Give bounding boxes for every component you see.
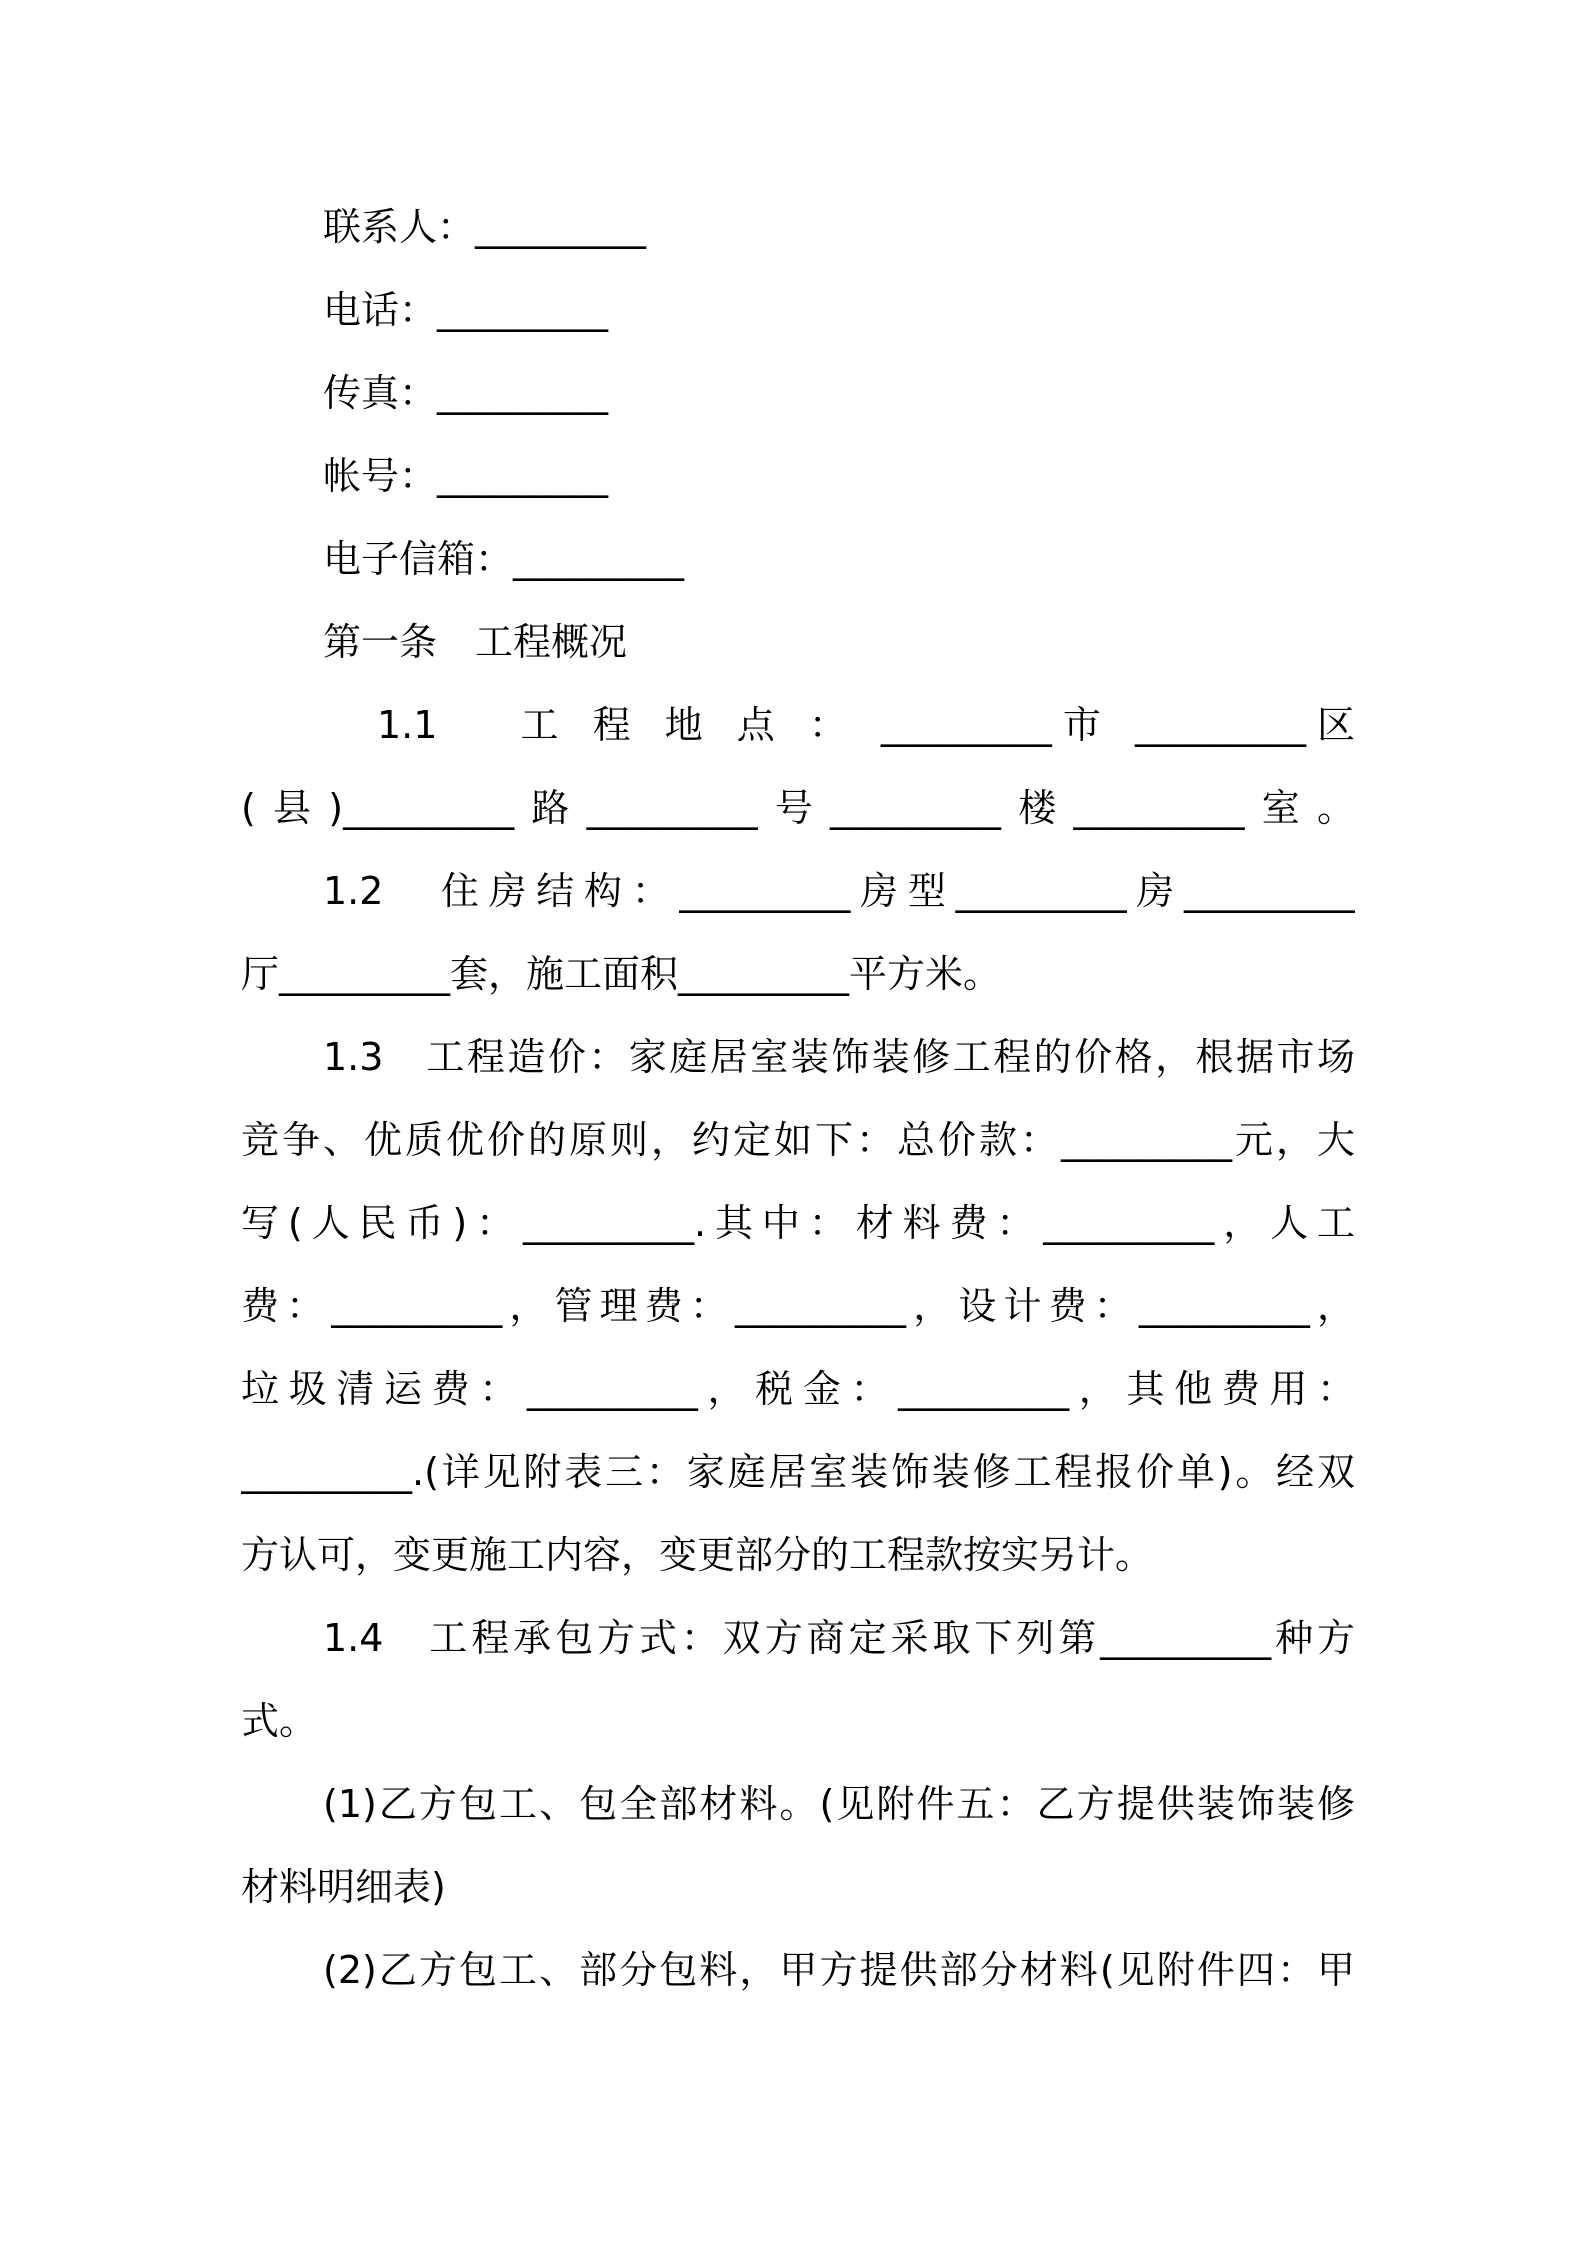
clause-1-1-line-1: 1.1 工 程 地 点 ： _________市 _________区	[377, 703, 1355, 747]
account-line: 帐号：_________	[323, 454, 609, 498]
clause-1-3-line-1: 1.3 工程造价：家庭居室装饰装修工程的价格，根据市场	[323, 1035, 1355, 1079]
option-1-line-1: (1)乙方包工、包全部材料。(见附件五：乙方提供装饰装修	[323, 1782, 1355, 1826]
article-one-heading: 第一条 工程概况	[323, 620, 628, 664]
contact-person-line: 联系人：_________	[323, 205, 647, 249]
fax-line: 传真：_________	[323, 371, 609, 415]
option-1-line-2: 材料明细表)	[241, 1865, 446, 1909]
clause-1-2-line-1: 1.2 住房结构：_________房型_________房_________	[323, 869, 1355, 913]
clause-1-3-line-3: 写(人民币)：_________.其中：材料费：_________，人工	[241, 1201, 1355, 1245]
email-line: 电子信箱：_________	[323, 537, 685, 581]
clause-1-3-line-5: 垃圾清运费：_________，税金：_________，其他费用：	[241, 1367, 1355, 1411]
clause-1-3-line-6: _________.(详见附表三：家庭居室装饰装修工程报价单)。经双	[241, 1450, 1355, 1494]
clause-1-3-line-4: 费：_________，管理费：_________，设计费：_________，	[241, 1284, 1355, 1328]
clause-1-4-line-2: 式。	[241, 1699, 318, 1743]
clause-1-3-line-7: 方认可，变更施工内容，变更部分的工程款按实另计。	[241, 1533, 1154, 1577]
option-2-line-1: (2)乙方包工、部分包料，甲方提供部分材料(见附件四：甲	[323, 1948, 1355, 1992]
phone-line: 电话：_________	[323, 288, 609, 332]
clause-1-3-line-2: 竞争、优质优价的原则，约定如下：总价款：_________元，大	[241, 1118, 1355, 1162]
clause-1-1-line-2: (县)_________路_________号_________楼_________室。	[241, 786, 1355, 830]
clause-1-2-line-2: 厅_________套，施工面积_________平方米。	[241, 952, 1002, 996]
clause-1-4-line-1: 1.4 工程承包方式：双方商定采取下列第_________种方	[323, 1616, 1355, 1660]
